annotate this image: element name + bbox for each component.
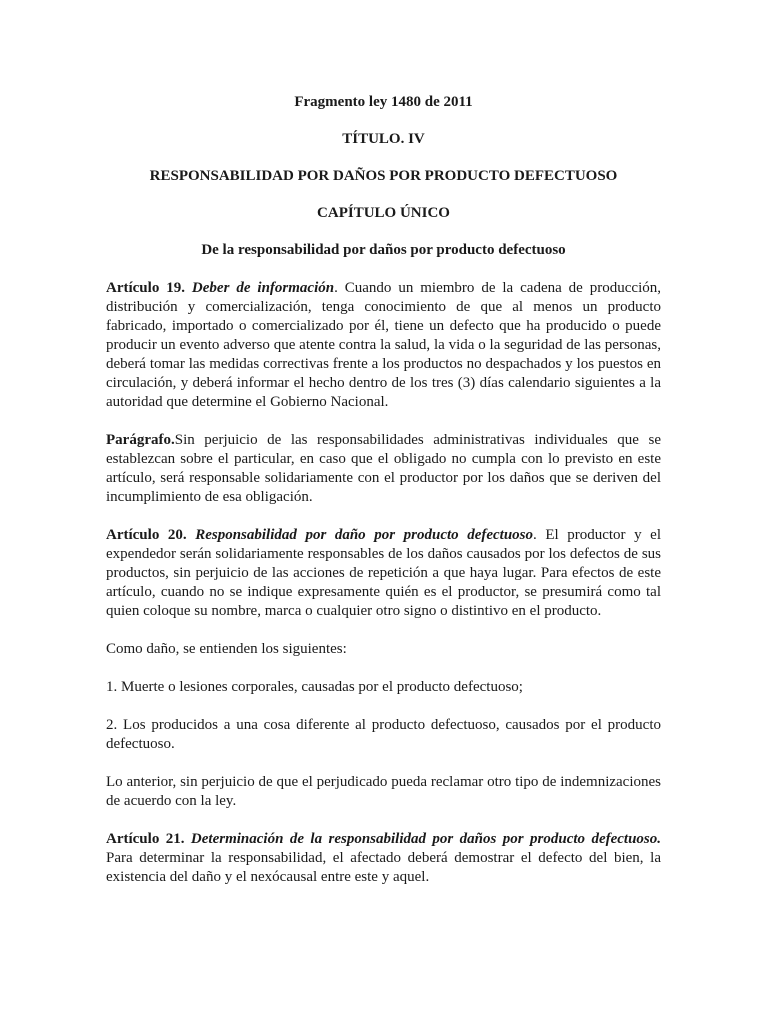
titulo-heading: TÍTULO. IV (342, 131, 425, 147)
paragrafo-label: Parágrafo. (106, 432, 175, 448)
article-21-number: Artículo 21. (106, 831, 185, 847)
article-19-text: . Cuando un miembro de la cadena de producción, distribución y comercialización, tenga conocimiento de que al menos un producto fabricado, importado o comercializado por él, tiene un defecto que ha producido o puede producir un evento adverso que atente contra la salud, la vida o la seguridad de las personas, deberá tomar las medidas correctivas frente a los productos no despachados y los puestos en circulación, y deberá informar el hecho dentro de los tres (3) días calendario siguientes a la autoridad que determine el Gobierno Nacional. (106, 280, 661, 410)
article-21 (106, 830, 661, 887)
chapter-subheading: De la responsabilidad por daños por producto defectuoso (201, 242, 566, 258)
article-19-number: Artículo 19. (106, 280, 185, 296)
document-page (106, 93, 661, 906)
article-19-name: Deber de información (191, 280, 335, 296)
article-21-text: Para determinar la responsabilidad, el afectado deberá demostrar el defecto del bien, la existencia del daño y el nexócausal entre este y aquel. (106, 850, 661, 885)
article-20-name: Responsabilidad por daño por producto defectuoso (195, 527, 534, 543)
article-20-number: Artículo 20. (106, 527, 187, 543)
chapter-heading: CAPÍTULO ÚNICO (317, 205, 450, 221)
damage-item-1: 1. Muerte o lesiones corporales, causadas por el producto defectuoso; (106, 679, 523, 695)
article-21-name: Determinación de la responsabilidad por daños por producto defectuoso. (190, 831, 662, 847)
article-20-text: . El productor y el expendedor serán solidariamente responsables de los daños causados por los defectos de sus productos, sin perjuicio de las acciones de repetición a que haya lugar. Para efectos de este artículo, cuando no se indique expresamente quién es el productor, se presumirá como tal quien coloque su nombre, marca o cualquier otro signo o distintivo en el producto. (106, 527, 661, 619)
document-title: Fragmento ley 1480 de 2011 (294, 94, 473, 110)
article-19 (106, 279, 661, 412)
lo-anterior: Lo anterior, sin perjuicio de que el perjudicado pueda reclamar otro tipo de indemnizaciones de acuerdo con la ley. (106, 774, 661, 809)
damage-item-2: 2. Los producidos a una cosa diferente al producto defectuoso, causados por el producto defectuoso. (106, 717, 661, 752)
section-heading: RESPONSABILIDAD POR DAÑOS POR PRODUCTO DEFECTUOSO (149, 168, 618, 184)
damage-intro: Como daño, se entienden los siguientes: (106, 641, 347, 657)
article-20 (106, 526, 661, 621)
paragrafo (106, 431, 661, 507)
paragrafo-text: Sin perjuicio de las responsabilidades administrativas individuales que se establezcan sobre el particular, en caso que el obligado no cumpla con lo previsto en este artículo, será responsable solidariamente con el productor por los daños que se deriven del incumplimiento de esa obligación. (106, 432, 661, 505)
